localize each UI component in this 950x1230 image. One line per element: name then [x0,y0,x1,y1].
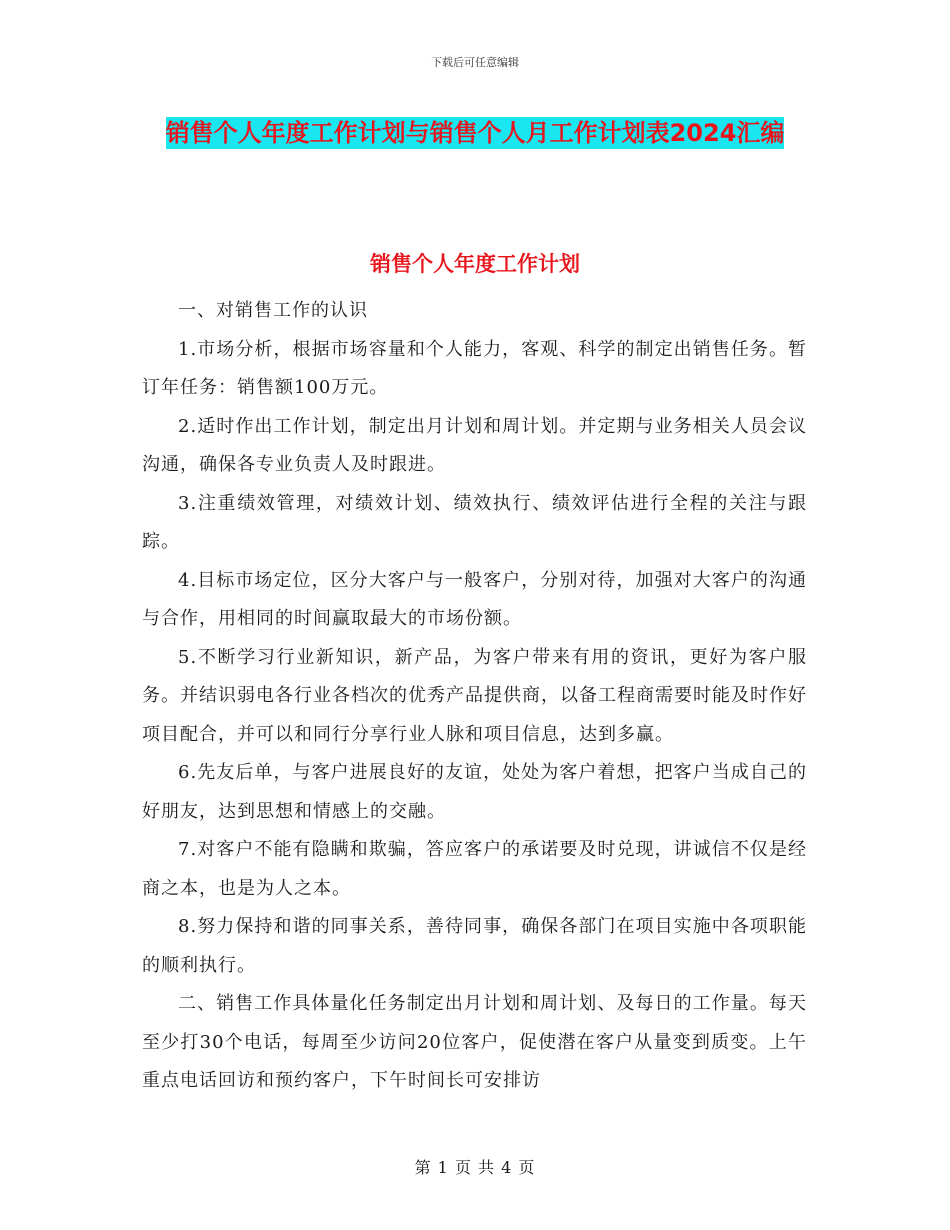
paragraph: 2.适时作出工作计划，制定出月计划和周计划。并定期与业务相关人员会议沟通，确保各专业负责人及时跟进。 [142,415,807,475]
paragraph: 4.目标市场定位，区分大客户与一般客户，分别对待，加强对大客户的沟通与合作，用相同的时间赢取最大的市场份额。 [142,569,807,629]
paragraph: 8.努力保持和谐的同事关系，善待同事，确保各部门在项目实施中各项职能的顺利执行。 [142,916,807,976]
paragraph: 5.不断学习行业新知识，新产品，为客户带来有用的资讯，更好为客户服务。并结识弱电各行业各档次的优秀产品提供商，以备工程商需要时能及时作好项目配合，并可以和同行分享行业人脉和项目信息，达到多赢。 [142,646,807,745]
page-footer: 第 1 页 共 4 页 [414,1158,536,1177]
paragraph: 1.市场分析，根据市场容量和个人能力，客观、科学的制定出销售任务。暂订年任务：销售额100万元。 [142,338,807,398]
paragraph: 3.注重绩效管理，对绩效计划、绩效执行、绩效评估进行全程的关注与跟踪。 [142,492,807,552]
document-body [142,292,807,1101]
paragraph: 7.对客户不能有隐瞒和欺骗，答应客户的承诺要及时兑现，讲诚信不仅是经商之本，也是为人之本。 [142,839,807,899]
document-title-text: 销售个人年度工作计划与销售个人月工作计划表2024汇编 [165,119,785,147]
paragraph: 6.先友后单，与客户进展良好的友谊，处处为客户着想，把客户当成自己的好朋友，达到思想和情感上的交融。 [142,762,807,822]
document-title [140,112,810,154]
section-title: 销售个人年度工作计划 [370,252,580,276]
paragraph: 二、销售工作具体量化任务制定出月计划和周计划、及每日的工作量。每天至少打30个电话，每周至少访问20位客户，促使潜在客户从量变到质变。上午重点电话回访和预约客户，下午时间长可安排访 [142,993,807,1091]
paragraph: 一、对销售工作的认识 [178,300,368,321]
header-note: 下载后可任意编辑 [431,56,519,69]
